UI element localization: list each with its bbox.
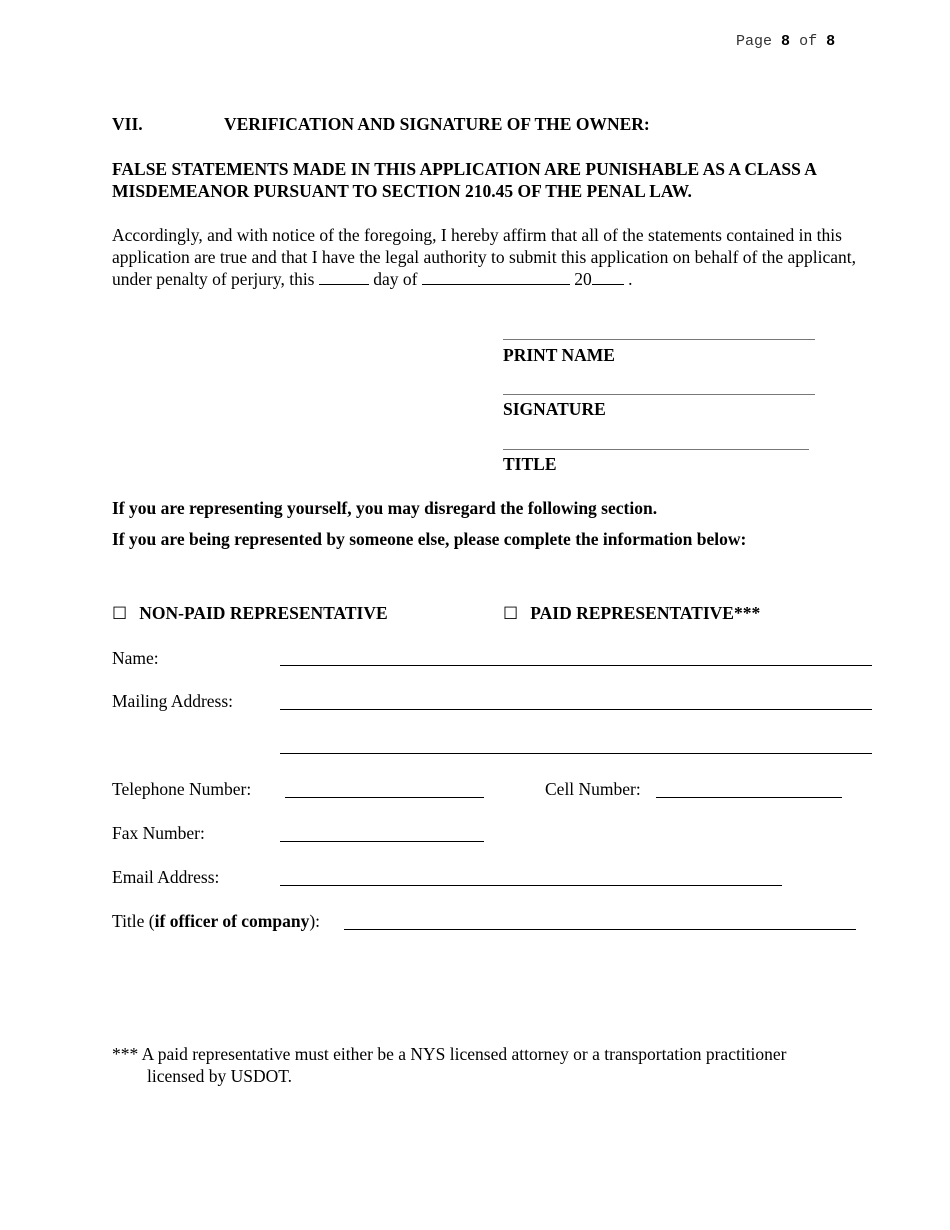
checkbox-icon[interactable]: ☐ xyxy=(112,604,128,624)
email-field[interactable] xyxy=(280,885,782,886)
name-field[interactable] xyxy=(280,665,872,666)
name-label: Name: xyxy=(112,648,159,668)
self-representation-note: If you are representing yourself, you may disregard the following section. xyxy=(112,498,658,518)
section-title: VERIFICATION AND SIGNATURE OF THE OWNER: xyxy=(224,114,650,134)
non-paid-representative-option[interactable]: ☐ NON-PAID REPRESENTATIVE xyxy=(112,603,388,624)
telephone-field[interactable] xyxy=(285,797,484,798)
telephone-label: Telephone Number: xyxy=(112,779,252,799)
footnote-line-2: licensed by USDOT. xyxy=(147,1066,292,1086)
title-line[interactable] xyxy=(503,449,809,450)
month-blank[interactable] xyxy=(422,270,570,285)
checkbox-icon[interactable]: ☐ xyxy=(503,604,519,624)
year-blank[interactable] xyxy=(592,270,624,285)
officer-title-field[interactable] xyxy=(344,929,856,930)
day-blank[interactable] xyxy=(319,270,369,285)
representation-instruction: If you are being represented by someone else, please complete the information below: xyxy=(112,529,747,549)
affirmation-paragraph: Accordingly, and with notice of the foregoing, I hereby affirm that all of the statements contained in this application are true and that I have the legal authority to submit this application on behalf of the applicant, under penalty of perjury, this day of 20 . xyxy=(112,225,856,289)
title-label: TITLE xyxy=(503,454,557,474)
penalty-warning: FALSE STATEMENTS MADE IN THIS APPLICATION ARE PUNISHABLE AS A CLASS A MISDEMEANOR PURSUANT TO SECTION 210.45 OF THE PENAL LAW. xyxy=(112,159,816,201)
mailing-address-label: Mailing Address: xyxy=(112,691,234,711)
officer-title-label: Title (if officer of company): xyxy=(112,911,321,931)
footnote-line-1: *** A paid representative must either be a NYS licensed attorney or a transportation practitioner xyxy=(112,1044,787,1064)
print-name-label: PRINT NAME xyxy=(503,345,615,365)
signature-line[interactable] xyxy=(503,394,815,395)
fax-field[interactable] xyxy=(280,841,484,842)
cell-number-label: Cell Number: xyxy=(545,779,641,799)
section-number: VII. xyxy=(112,114,143,134)
page-number: Page 8 of 8 xyxy=(736,33,836,50)
fax-label: Fax Number: xyxy=(112,823,205,843)
print-name-line[interactable] xyxy=(503,339,815,340)
cell-number-field[interactable] xyxy=(656,797,842,798)
email-label: Email Address: xyxy=(112,867,220,887)
signature-label: SIGNATURE xyxy=(503,399,606,419)
mailing-address-field-1[interactable] xyxy=(280,709,872,710)
mailing-address-field-2[interactable] xyxy=(280,753,872,754)
paid-representative-option[interactable]: ☐ PAID REPRESENTATIVE*** xyxy=(503,603,761,624)
